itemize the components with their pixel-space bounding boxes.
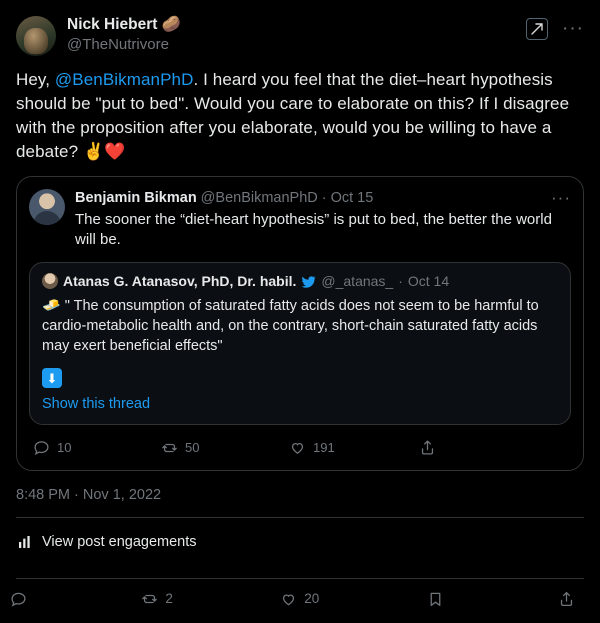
nested-date[interactable]: Oct 14	[407, 273, 450, 289]
quoted-date[interactable]: Oct 15	[330, 190, 374, 206]
quoted-header	[29, 189, 571, 250]
nested-display-name[interactable]: Atanas G. Atanasov, PhD, Dr. habil.	[63, 273, 297, 289]
quoted-share-button[interactable]	[419, 439, 436, 456]
reply-icon	[33, 439, 50, 456]
quoted-author-line	[75, 189, 571, 207]
quoted-handle[interactable]: @BenBikmanPhD	[200, 190, 318, 206]
quoted-reply-button[interactable]	[33, 439, 161, 456]
expand-icon[interactable]	[526, 18, 548, 40]
quoted-text: The sooner the “diet-heart hypothesis” is put to bed, the better the world will be.	[75, 211, 552, 248]
reply-icon	[10, 590, 27, 607]
post-action-bar	[0, 579, 600, 618]
mention-link[interactable]: @BenBikmanPhD	[54, 70, 194, 89]
post-text-part-2: . I heard you feel that the diet–heart hypothesis should be "put to bed". Would you care to elaborate on this? If I disagree with the proposition after you elaborate, would you be willing to have a debate? ✌️❤️	[16, 70, 570, 161]
header-actions	[526, 16, 584, 40]
author-name-text: Nick Hiebert	[67, 16, 158, 33]
potato-emoji: 🥔	[161, 16, 181, 33]
quoted-post-card[interactable]	[16, 176, 584, 471]
retweet-button[interactable]	[141, 590, 173, 607]
post-timestamp: 8:48 PM · Nov 1, 2022	[16, 487, 162, 503]
quoted-main	[75, 189, 571, 250]
heart-icon	[289, 439, 306, 456]
share-icon	[558, 590, 575, 607]
nested-quote-card[interactable]	[29, 262, 571, 425]
quoted-avatar[interactable]	[29, 189, 65, 225]
analytics-icon	[16, 533, 33, 550]
like-button[interactable]	[280, 590, 319, 607]
quoted-more-icon[interactable]: ···	[551, 188, 571, 207]
post-text	[16, 68, 584, 164]
verified-badge-icon	[301, 275, 316, 288]
quoted-action-bar	[29, 439, 571, 458]
post-text-part-1: Hey,	[16, 70, 55, 89]
avatar[interactable]	[16, 16, 56, 56]
nested-avatar[interactable]	[42, 273, 58, 289]
bookmark-button[interactable]	[427, 590, 451, 607]
heart-icon	[280, 590, 297, 607]
nested-text	[42, 296, 558, 356]
quoted-reply-count: 10	[57, 440, 72, 455]
quoted-display-name[interactable]: Benjamin Bikman	[75, 190, 197, 206]
like-count: 20	[304, 591, 320, 606]
quoted-retweet-count: 50	[185, 440, 200, 455]
nested-separator: ·	[398, 273, 403, 289]
quoted-retweet-button[interactable]	[161, 439, 289, 456]
retweet-icon	[141, 590, 158, 607]
reply-button[interactable]	[10, 590, 34, 607]
post-header	[16, 10, 584, 56]
share-icon	[419, 439, 436, 456]
author-handle[interactable]: @TheNutrivore	[67, 35, 169, 53]
share-button[interactable]	[558, 590, 582, 607]
view-engagements-label: View post engagements	[42, 533, 197, 550]
view-engagements-row[interactable]	[16, 518, 584, 564]
retweet-icon	[161, 439, 178, 456]
author-display-name[interactable]	[67, 16, 515, 35]
quoted-like-button[interactable]	[289, 439, 419, 456]
quoted-like-count: 191	[313, 440, 335, 455]
show-thread-link[interactable]: Show this thread	[42, 396, 151, 412]
nested-text-body: " The consumption of saturated fatty acids does not seem to be harmful to cardio-metabolic health and, on the contrary, short-chain saturated fatty acids may exert beneficial effects"	[42, 298, 539, 354]
retweet-count: 2	[165, 591, 173, 606]
author-names	[67, 16, 515, 54]
quoted-separator: ·	[321, 190, 327, 206]
more-options-icon[interactable]: ···	[562, 18, 584, 39]
butter-emoji: 🧈	[42, 297, 61, 314]
nested-author-line	[42, 273, 558, 289]
bookmark-icon	[427, 590, 444, 607]
nested-handle[interactable]: @_atanas_	[321, 273, 394, 289]
download-arrow-icon[interactable]: ⬇	[42, 368, 62, 388]
